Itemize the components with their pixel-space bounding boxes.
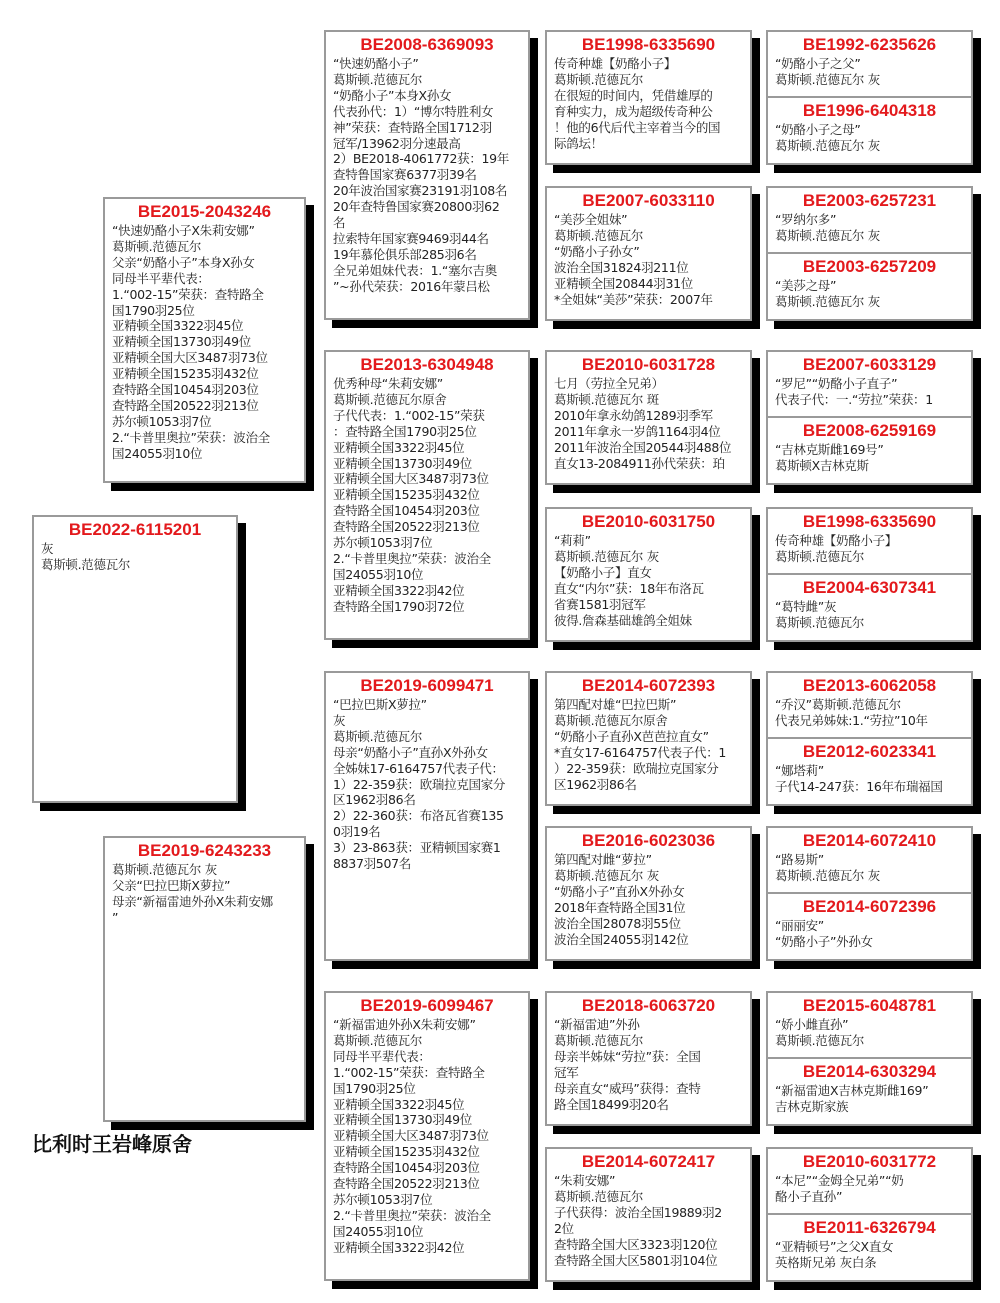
pedigree-text-line: “葛特雌”灰 bbox=[775, 599, 837, 614]
pedigree-text-line: 2010年拿永幼鸽1289羽季军 bbox=[554, 407, 713, 423]
sire-half bbox=[768, 188, 971, 252]
grandparent-card bbox=[324, 671, 530, 961]
dam-half bbox=[768, 252, 971, 321]
pedigree-text-line: 20年波治国家赛23191羽108名 bbox=[333, 183, 508, 199]
pedigree-text-line: “路易斯” bbox=[775, 852, 824, 867]
ring-number: BE1992-6235626 bbox=[802, 35, 937, 54]
pedigree-text-line: 1.“002-15”荣获：查特路全 bbox=[112, 286, 264, 302]
pedigree-text-line: 优秀种母“朱莉安娜” bbox=[333, 376, 443, 391]
pedigree-text-line: 3）23-863获：亚精顿国家赛1 bbox=[333, 840, 501, 856]
ring-number: BE2003-6257231 bbox=[802, 191, 937, 210]
ring-number: BE1998-6335690 bbox=[802, 512, 937, 531]
pedigree-text-line: 葛斯顿.范德瓦尔 bbox=[775, 548, 865, 564]
pedigree-text-line: 同母半平辈代表： bbox=[112, 270, 210, 286]
ring-number: BE2004-6307341 bbox=[802, 578, 937, 597]
pedigree-text-line: 【奶酪小子】直女 bbox=[554, 564, 652, 580]
pedigree-text-line: 葛斯顿.范德瓦尔 bbox=[333, 1032, 423, 1048]
pedigree-text-line: “美莎全姐妹” bbox=[554, 212, 628, 227]
great-grandparent-card bbox=[545, 826, 752, 961]
ring-number: BE2019-6099471 bbox=[360, 676, 494, 695]
pedigree-text-line: 2011年波治全国20544羽488位 bbox=[554, 439, 732, 455]
ring-number: BE1996-6404318 bbox=[802, 101, 937, 120]
ring-number: BE2014-6072396 bbox=[802, 897, 937, 916]
ring-number: BE2013-6062058 bbox=[802, 676, 937, 695]
pedigree-text-line: 亚精顿全国3322羽42位 bbox=[333, 1239, 465, 1255]
pedigree-text-line: 查特路全国10454羽203位 bbox=[112, 382, 259, 398]
pedigree-text-line: 葛斯顿.范德瓦尔原舍 bbox=[333, 391, 447, 407]
pedigree-text-line: 查特鲁国家赛6377羽39名 bbox=[333, 167, 477, 183]
pedigree-text-line: 2018年查特路全国31位 bbox=[554, 899, 686, 915]
dam-half bbox=[768, 1057, 971, 1126]
pedigree-text-line: 亚精顿全国15235羽432位 bbox=[333, 1144, 480, 1160]
ring-number: BE2019-6099467 bbox=[360, 996, 494, 1015]
dam-card bbox=[103, 836, 306, 1122]
pedigree-text-line: 葛斯顿X吉林克斯 bbox=[775, 457, 869, 473]
pedigree-text-line: *全姐妹“美莎”荣获：2007年 bbox=[554, 291, 713, 307]
pedigree-text-line: 区1962羽86名 bbox=[333, 792, 416, 808]
dam-half bbox=[768, 1213, 971, 1282]
ring-number: BE2014-6072410 bbox=[802, 831, 937, 850]
pedigree-text-line: 子代代表：1.“002-15”荣获 bbox=[333, 407, 485, 423]
dam-half bbox=[768, 96, 971, 165]
pedigree-text-line: 葛斯顿.范德瓦尔 bbox=[554, 71, 644, 87]
ring-number: BE2008-6259169 bbox=[802, 421, 937, 440]
great-great-grandparent-pair-card bbox=[766, 671, 973, 806]
great-grandparent-card bbox=[545, 507, 752, 642]
pedigree-text-line: “奶酪小子”外孙女 bbox=[775, 933, 873, 949]
great-great-grandparent-pair-card bbox=[766, 507, 973, 642]
pedigree-text-line: 母亲“奶酪小子”直孙X外孙女 bbox=[333, 744, 488, 760]
pedigree-text-line: 葛斯顿.范德瓦尔 bbox=[41, 556, 131, 572]
pedigree-text-line: 亚精顿全国3322羽45位 bbox=[333, 1096, 465, 1112]
pedigree-text-line: 育种实力，成为超级传奇种公 bbox=[554, 103, 713, 119]
ring-number: BE2003-6257209 bbox=[802, 257, 937, 276]
pedigree-text-line: 直女13-2084911孙代荣获：珀 bbox=[554, 455, 725, 471]
pedigree-text-line: 区1962羽86名 bbox=[554, 776, 637, 792]
pedigree-text-line: ”~孙代荣获：2016年蒙吕松 bbox=[333, 278, 490, 294]
pedigree-text-line: 七月（劳拉全兄弟） bbox=[554, 376, 664, 391]
pedigree-text-line: 酪小子直孙” bbox=[775, 1188, 843, 1204]
pedigree-text-line: “本尼”“金姆全兄弟”“奶 bbox=[775, 1173, 904, 1188]
pedigree-text-line: 省赛1581羽冠军 bbox=[554, 596, 646, 612]
pedigree-text-line: 国1790羽25位 bbox=[333, 1080, 416, 1096]
pedigree-text-line: 亚精顿全国3322羽42位 bbox=[333, 582, 465, 598]
pedigree-text-line: 2）BE2018-4061772获：19年 bbox=[333, 151, 510, 167]
pedigree-text-line: “新福雷迪”外孙 bbox=[554, 1017, 640, 1032]
great-great-grandparent-pair-card bbox=[766, 186, 973, 321]
pedigree-text-line: 葛斯顿.范德瓦尔 灰 bbox=[775, 227, 880, 243]
pedigree-text-line: 英格斯兄弟 灰白条 bbox=[775, 1254, 877, 1270]
pedigree-text-line: 查特路全国20522羽213位 bbox=[333, 519, 480, 535]
pedigree-text-line: 2）22-360获：布洛瓦省赛135 bbox=[333, 808, 504, 824]
grandparent-card bbox=[324, 30, 530, 320]
pedigree-text-line: “奶酪小子”直孙X外孙女 bbox=[554, 883, 685, 899]
pedigree-text-line: 20年查特鲁国家赛20800羽62 bbox=[333, 199, 500, 215]
pedigree-text-line: 葛斯顿.范德瓦尔 灰 bbox=[775, 71, 880, 87]
pedigree-text-line: 亚精顿全国15235羽432位 bbox=[112, 366, 259, 382]
pedigree-text-line: 亚精顿全国大区3487羽73位 bbox=[333, 471, 489, 487]
pedigree-text-line: “快速奶酪小子” bbox=[333, 56, 419, 71]
pedigree-text-line: 0羽19名 bbox=[333, 824, 381, 840]
ring-number: BE2015-2043246 bbox=[137, 202, 272, 221]
pedigree-text-line: 路全国18499羽20名 bbox=[554, 1096, 669, 1112]
great-grandparent-card bbox=[545, 991, 752, 1126]
pedigree-text-line: 波治全国31824羽211位 bbox=[554, 259, 689, 275]
pedigree-text-line: “奶酪小子”本身X孙女 bbox=[333, 87, 452, 103]
ring-number: BE1998-6335690 bbox=[581, 35, 716, 54]
pedigree-text-line: 父亲“巴拉巴斯X萝拉” bbox=[112, 877, 231, 893]
pedigree-text-line: 葛斯顿.范德瓦尔 灰 bbox=[554, 867, 659, 883]
ring-number: BE2016-6023036 bbox=[581, 831, 716, 850]
great-great-grandparent-pair-card bbox=[766, 1147, 973, 1282]
pedigree-text-line: 直女“内尔”获：18年布洛瓦 bbox=[554, 580, 704, 596]
ring-number: BE2018-6063720 bbox=[581, 996, 716, 1015]
pedigree-text-line: “丽丽安” bbox=[775, 918, 824, 933]
pedigree-text-line: 父亲“奶酪小子”本身X孙女 bbox=[112, 254, 255, 270]
dam-half bbox=[768, 573, 971, 642]
pedigree-text-line: 1）22-359获：欧瑞拉克国家分 bbox=[333, 776, 506, 792]
pedigree-text-line: 国24055羽10位 bbox=[112, 445, 203, 461]
pedigree-text-line: “莉莉” bbox=[554, 533, 591, 548]
sire-half bbox=[768, 673, 971, 737]
pedigree-text-line: 查特路全国20522羽213位 bbox=[333, 1176, 480, 1192]
ring-number: BE2010-6031728 bbox=[581, 355, 716, 374]
pedigree-text-line: 葛斯顿.范德瓦尔 bbox=[775, 614, 865, 630]
great-grandparent-card bbox=[545, 30, 752, 165]
pedigree-text-line: 葛斯顿.范德瓦尔 bbox=[333, 71, 423, 87]
pedigree-text-line: “新福雷迪X吉林克斯雌169” bbox=[775, 1083, 929, 1098]
pedigree-text-line: 全姊妹17-6164757代表子代： bbox=[333, 760, 504, 776]
pedigree-text-line: 国24055羽10位 bbox=[333, 566, 424, 582]
pedigree-text-line: 查特路全国1790羽72位 bbox=[333, 598, 465, 614]
pedigree-text-line: *直女17-6164757代表子代：1 bbox=[554, 744, 727, 760]
pedigree-text-line: 查特路全国10454羽203位 bbox=[333, 503, 480, 519]
pedigree-text-line: 亚精顿全国13730羽49位 bbox=[112, 334, 251, 350]
great-grandparent-card bbox=[545, 350, 752, 485]
ring-number: BE2019-6243233 bbox=[137, 841, 272, 860]
pedigree-text-line: 葛斯顿.范德瓦尔 bbox=[554, 1032, 644, 1048]
pedigree-text-line: “罗纳尔多” bbox=[775, 212, 837, 227]
great-grandparent-card bbox=[545, 1147, 752, 1282]
pedigree-text-line: 波治全国24055羽142位 bbox=[554, 931, 689, 947]
pedigree-text-line: 2位 bbox=[554, 1220, 574, 1236]
dam-half bbox=[768, 737, 971, 806]
pedigree-text-line: 全兄弟姐妹代表：1.“塞尔吉奥 bbox=[333, 262, 497, 278]
pedigree-text-line: 亚精顿全国15235羽432位 bbox=[333, 487, 480, 503]
pedigree-text-line: “巴拉巴斯X萝拉” bbox=[333, 697, 427, 712]
pedigree-text-line: 2011年拿永一岁鸽1164羽4位 bbox=[554, 423, 721, 439]
pedigree-text-line: 代表子代：一.“劳拉”荣获：1 bbox=[775, 391, 933, 407]
pedigree-text-line: ：查特路全国1790羽25位 bbox=[333, 423, 477, 439]
pedigree-text-line: 代表孙代：1）“博尔特胜利女 bbox=[333, 103, 494, 119]
ring-number: BE2014-6303294 bbox=[802, 1062, 937, 1081]
pedigree-text-line: 拉索特年国家赛9469羽44名 bbox=[333, 230, 489, 246]
great-great-grandparent-pair-card bbox=[766, 991, 973, 1126]
pedigree-text-line: 亚精顿全国3322羽45位 bbox=[333, 439, 465, 455]
pedigree-text-line: 葛斯顿.范德瓦尔 bbox=[112, 238, 202, 254]
pedigree-text-line: 2.“卡普里奥拉”荣获：波治全 bbox=[112, 429, 270, 445]
pedigree-text-line: 19年慕伦俱乐部285羽6名 bbox=[333, 246, 477, 262]
pedigree-text-line: 葛斯顿.范德瓦尔 灰 bbox=[775, 867, 880, 883]
pedigree-text-line: “乔汉”葛斯顿.范德瓦尔 bbox=[775, 697, 901, 712]
pedigree-text-line: “新福雷迪外孙X朱莉安娜” bbox=[333, 1017, 476, 1032]
pedigree-text-line: 亚精顿全国大区3487羽73位 bbox=[112, 350, 268, 366]
subject-pigeon-card bbox=[32, 515, 238, 803]
pedigree-text-line: 查特路全国20522羽213位 bbox=[112, 397, 259, 413]
pedigree-text-line: 亚精顿全国大区3487羽73位 bbox=[333, 1128, 489, 1144]
pedigree-text-line: 葛斯顿.范德瓦尔 bbox=[554, 1188, 644, 1204]
pedigree-text-line: 传奇种雄【奶酪小子】 bbox=[554, 56, 677, 71]
dam-half bbox=[768, 892, 971, 961]
pedigree-text-line: 冠军/13962羽分速最高 bbox=[333, 135, 461, 151]
pedigree-text-line: 8837羽507名 bbox=[333, 856, 411, 872]
ring-number: BE2011-6326794 bbox=[803, 1218, 936, 1237]
pedigree-text-line: 传奇种雄【奶酪小子】 bbox=[775, 533, 898, 548]
great-great-grandparent-pair-card bbox=[766, 30, 973, 165]
pedigree-text-line: 葛斯顿.范德瓦尔 bbox=[554, 227, 644, 243]
sire-card bbox=[103, 197, 306, 483]
sire-half bbox=[768, 32, 971, 96]
pedigree-text-line: “亚精顿号”之父X直女 bbox=[775, 1239, 894, 1254]
pedigree-text-line: 苏尔顿1053羽7位 bbox=[333, 535, 433, 551]
pedigree-text-line: 查特路全国大区5801羽104位 bbox=[554, 1252, 718, 1268]
pedigree-text-line: ）22-359获：欧瑞拉克国家分 bbox=[554, 760, 719, 776]
pedigree-text-line: 灰 bbox=[333, 712, 346, 728]
pedigree-text-line: 葛斯顿.范德瓦尔 bbox=[775, 1032, 865, 1048]
pedigree-text-line: 查特路全国大区3323羽120位 bbox=[554, 1236, 718, 1252]
pedigree-text-line: 神”荣获：查特路全国1712羽 bbox=[333, 119, 492, 135]
pedigree-text-line: 2.“卡普里奥拉”荣获：波治全 bbox=[333, 550, 491, 566]
pedigree-text-line: “罗尼”“奶酪小子直子” bbox=[775, 376, 898, 391]
grandparent-card bbox=[324, 350, 530, 640]
grandparent-card bbox=[324, 991, 530, 1281]
dam-half bbox=[768, 416, 971, 485]
pedigree-text-line: 子代获得：波治全国19889羽2 bbox=[554, 1204, 722, 1220]
pedigree-text-line: “美莎之母” bbox=[775, 278, 837, 293]
ring-number: BE2015-6048781 bbox=[802, 996, 937, 1015]
pedigree-text-line: 母亲“新福雷迪外孙X朱莉安娜 bbox=[112, 893, 273, 909]
pedigree-text-line: 代表兄弟姊妹:1.“劳拉”10年 bbox=[775, 712, 928, 728]
ring-number: BE2008-6369093 bbox=[360, 35, 494, 54]
ring-number: BE2014-6072393 bbox=[581, 676, 716, 695]
pedigree-text-line: 亚精顿全国3322羽45位 bbox=[112, 318, 244, 334]
sire-half bbox=[768, 1149, 971, 1213]
pedigree-text-line: 国1790羽25位 bbox=[112, 302, 195, 318]
ring-number: BE2007-6033110 bbox=[582, 191, 715, 210]
sire-half bbox=[768, 509, 971, 573]
pedigree-text-line: “娇小雌直孙” bbox=[775, 1017, 849, 1032]
pedigree-text-line: 国24055羽10位 bbox=[333, 1223, 424, 1239]
ring-number: BE2012-6023341 bbox=[802, 742, 937, 761]
pedigree-text-line: 葛斯顿.范德瓦尔 灰 bbox=[112, 862, 217, 877]
pedigree-text-line: 葛斯顿.范德瓦尔 bbox=[333, 728, 423, 744]
great-grandparent-card bbox=[545, 186, 752, 321]
pedigree-text-line: 苏尔顿1053羽7位 bbox=[112, 413, 212, 429]
pedigree-text-line: 葛斯顿.范德瓦尔原舍 bbox=[554, 712, 668, 728]
sire-half bbox=[768, 828, 971, 892]
sire-half bbox=[768, 993, 971, 1057]
pedigree-text-line: “奶酪小子直孙X芭芭拉直女” bbox=[554, 728, 709, 744]
pedigree-text-line: “朱莉安娜” bbox=[554, 1173, 616, 1188]
pedigree-text-line: 波治全国28078羽55位 bbox=[554, 915, 681, 931]
ring-number: BE2013-6304948 bbox=[360, 355, 494, 374]
pedigree-text-line: “奶酪小子之父” bbox=[775, 56, 861, 71]
great-great-grandparent-pair-card bbox=[766, 350, 973, 485]
ring-number: BE2010-6031772 bbox=[802, 1152, 937, 1171]
pedigree-text-line: 葛斯顿.范德瓦尔 灰 bbox=[775, 293, 880, 309]
great-grandparent-card bbox=[545, 671, 752, 806]
pedigree-text-line: 第四配对雌“萝拉” bbox=[554, 852, 652, 867]
pedigree-text-line: 同母半平辈代表： bbox=[333, 1048, 431, 1064]
pedigree-text-line: 查特路全国10454羽203位 bbox=[333, 1160, 480, 1176]
pedigree-text-line: 苏尔顿1053羽7位 bbox=[333, 1191, 433, 1207]
ring-number: BE2010-6031750 bbox=[581, 512, 716, 531]
pedigree-text-line: “奶酪小子之母” bbox=[775, 122, 861, 137]
pedigree-text-line: 名 bbox=[333, 215, 346, 231]
pedigree-text-line: 彼得.詹森基础雄鸽全姐妹 bbox=[554, 612, 692, 628]
loft-name: 比利时王岩峰原舍 bbox=[32, 1132, 192, 1156]
pedigree-text-line: “吉林克斯雌169号” bbox=[775, 442, 884, 457]
pedigree-text-line: 2.“卡普里奥拉”荣获：波治全 bbox=[333, 1207, 491, 1223]
pedigree-text-line: 亚精顿全国20844羽31位 bbox=[554, 275, 693, 291]
pedigree-text-line: 在很短的时间内，凭借雄厚的 bbox=[554, 87, 713, 103]
ring-number: BE2014-6072417 bbox=[581, 1152, 716, 1171]
ring-number: BE2022-6115201 bbox=[68, 520, 202, 539]
pedigree-text-line: 1.“002-15”荣获：查特路全 bbox=[333, 1064, 485, 1080]
pedigree-text-line: “奶酪小子孙女” bbox=[554, 243, 640, 259]
pedigree-text-line: ！他的6代后代主宰着当今的国 bbox=[554, 119, 721, 135]
pedigree-text-line: 灰 bbox=[41, 541, 54, 556]
pedigree-text-line: ” bbox=[112, 909, 119, 925]
ring-number: BE2007-6033129 bbox=[802, 355, 937, 374]
pedigree-text-line: 冠军 bbox=[554, 1064, 579, 1080]
great-great-grandparent-pair-card bbox=[766, 826, 973, 961]
pedigree-text-line: 亚精顿全国13730羽49位 bbox=[333, 455, 472, 471]
sire-half bbox=[768, 352, 971, 416]
pedigree-text-line: 葛斯顿.范德瓦尔 灰 bbox=[775, 137, 880, 153]
pedigree-text-line: 葛斯顿.范德瓦尔 斑 bbox=[554, 391, 659, 407]
pedigree-text-line: “娜塔莉” bbox=[775, 763, 824, 778]
pedigree-text-line: “快速奶酪小子X朱莉安娜” bbox=[112, 223, 255, 238]
pedigree-text-line: 亚精顿全国13730羽49位 bbox=[333, 1112, 472, 1128]
pedigree-text-line: 母亲半姊妹“劳拉”获：全国 bbox=[554, 1048, 701, 1064]
pedigree-text-line: 葛斯顿.范德瓦尔 灰 bbox=[554, 548, 659, 564]
pedigree-text-line: 第四配对雄“巴拉巴斯” bbox=[554, 697, 677, 712]
pedigree-text-line: 子代14-247获：16年布瑞福国 bbox=[775, 778, 943, 794]
pedigree-text-line: 际鸽坛！ bbox=[554, 135, 603, 151]
pedigree-text-line: 母亲直女“威玛”获得：查特 bbox=[554, 1080, 701, 1096]
pedigree-text-line: 吉林克斯家族 bbox=[775, 1098, 849, 1114]
